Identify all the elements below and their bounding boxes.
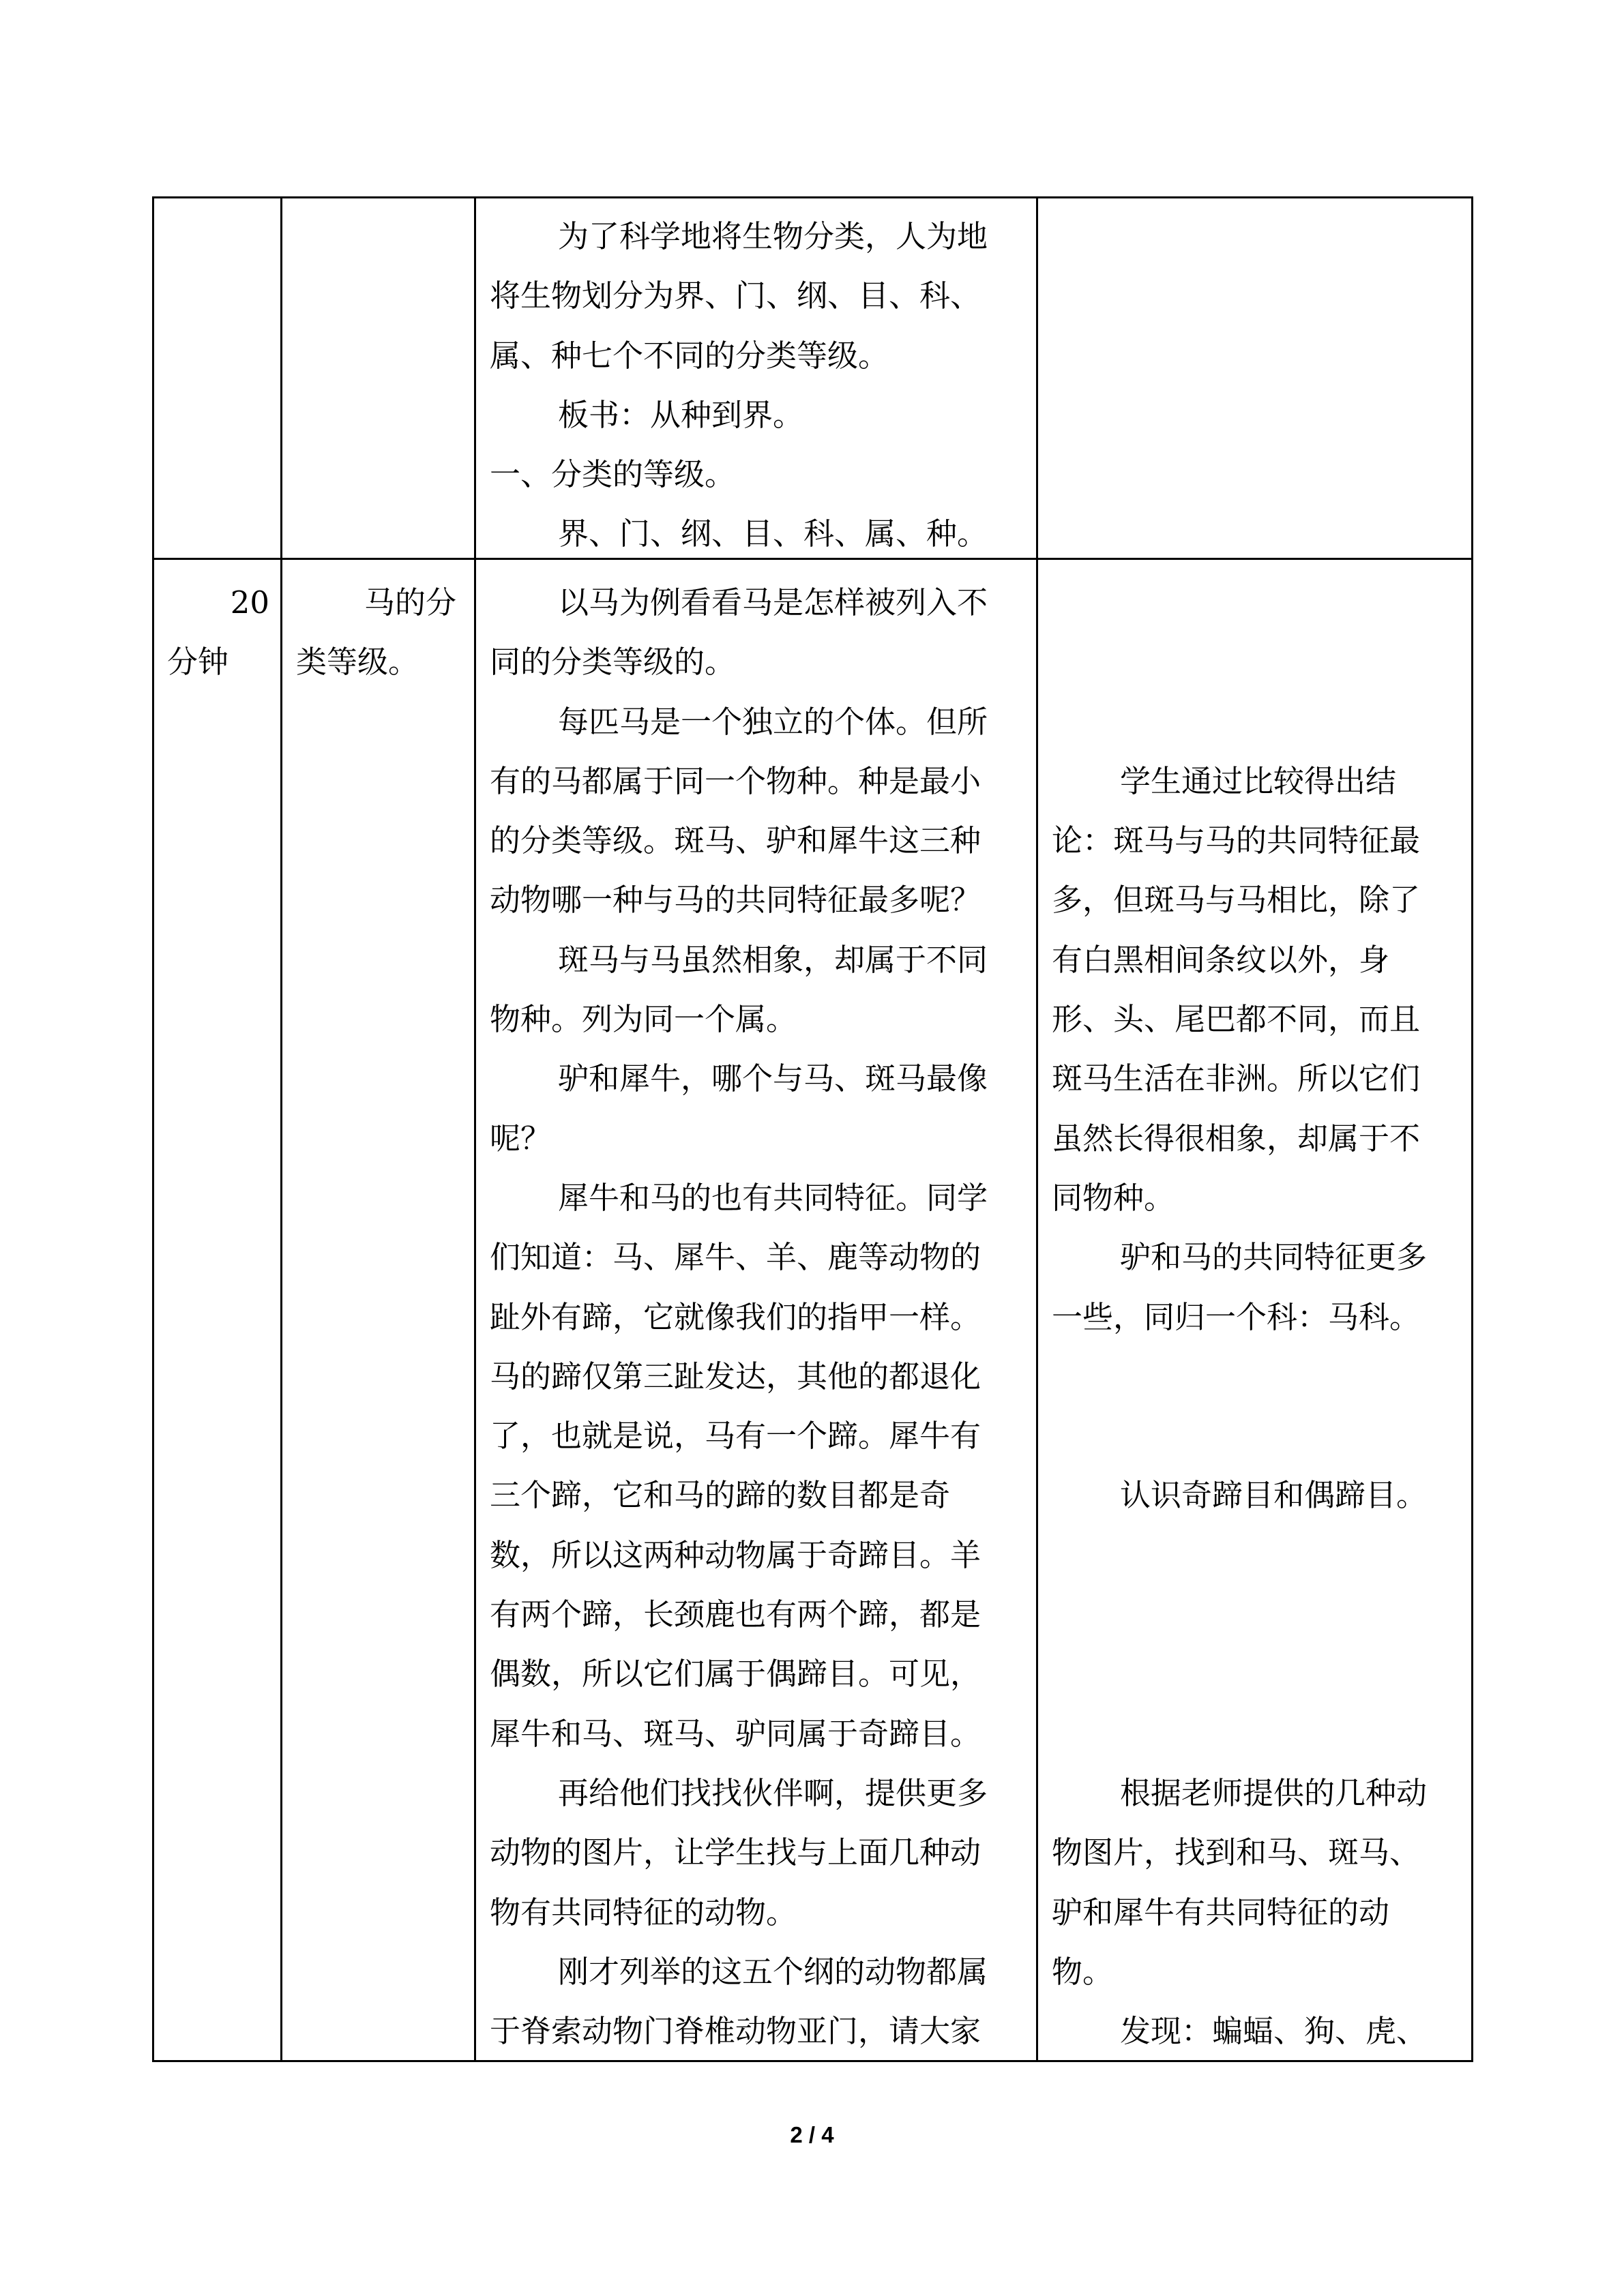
text-line: 虽然长得很相象，却属于不 <box>1052 1120 1421 1157</box>
text-line: 于脊索动物门脊椎动物亚门，请大家 <box>490 2013 981 2050</box>
text-line: 有的马都属于同一个物种。种是最小 <box>490 762 981 799</box>
column-divider-2 <box>474 196 476 2062</box>
page-number: 2 / 4 <box>790 2122 834 2147</box>
text-line: 界、门、纲、目、科、属、种。 <box>558 516 988 552</box>
text-line: 驴和犀牛，哪个与马、斑马最像 <box>558 1060 988 1097</box>
row2-time-cell <box>167 573 269 692</box>
text-line: 斑马与马虽然相象，却属于不同 <box>558 941 988 978</box>
text-line: 根据老师提供的几种动 <box>1120 1774 1428 1811</box>
text-line: 斑马生活在非洲。所以它们 <box>1052 1060 1421 1097</box>
text-line: 属、种七个不同的分类等级。 <box>490 337 889 374</box>
row2-teacher-activity-cell <box>490 573 1029 2061</box>
text-line: 马的分 <box>364 584 457 621</box>
column-divider-3 <box>1036 196 1038 2062</box>
text-line: 以马为例看看马是怎样被列入不 <box>558 584 988 621</box>
text-line <box>1052 573 1464 632</box>
text-line: 物。 <box>1052 1953 1114 1990</box>
text-line: 20 <box>230 584 269 621</box>
text-line: 们知道：马、犀牛、羊、鹿等动物的 <box>490 1239 981 1276</box>
text-line <box>1052 1644 1464 1703</box>
text-line: 物图片，找到和马、斑马、 <box>1052 1834 1421 1871</box>
text-line: 偶数，所以它们属于偶蹄目。可见， <box>490 1656 981 1693</box>
text-line <box>1052 1347 1464 1406</box>
text-line: 同物种。 <box>1052 1179 1175 1216</box>
table-left-border <box>152 196 154 2062</box>
text-line: 动物的图片，让学生找与上面几种动 <box>490 1834 981 1871</box>
text-line: 多，但斑马与马相比，除了 <box>1052 882 1421 919</box>
text-line: 马的蹄仅第三趾发达，其他的都退化 <box>490 1358 981 1395</box>
row2-topic-cell <box>296 573 470 692</box>
text-line: 驴和犀牛有共同特征的动 <box>1052 1894 1390 1930</box>
text-line: 发现：蝙蝠、狗、虎、 <box>1120 2013 1428 2050</box>
text-line: 三个蹄，它和马的蹄的数目都是奇 <box>490 1477 951 1514</box>
text-line <box>1052 1585 1464 1644</box>
text-line: 将生物划分为界、门、纲、目、科、 <box>490 278 981 314</box>
table-right-border <box>1471 196 1473 2062</box>
text-line: 了，也就是说，马有一个蹄。犀牛有 <box>490 1418 981 1455</box>
text-line <box>1052 1704 1464 1763</box>
row1-teacher-activity-cell <box>490 207 1029 564</box>
text-line: 有白黑相间条纹以外，身 <box>1052 941 1390 978</box>
text-line <box>1052 1406 1464 1465</box>
text-line: 认识奇蹄目和偶蹄目。 <box>1120 1477 1428 1514</box>
text-line: 数，所以这两种动物属于奇蹄目。羊 <box>490 1536 981 1573</box>
text-line: 有两个蹄，长颈鹿也有两个蹄，都是 <box>490 1596 981 1633</box>
text-line: 犀牛和马、斑马、驴同属于奇蹄目。 <box>490 1715 981 1752</box>
text-line: 物种。列为同一个属。 <box>490 1001 797 1038</box>
text-line <box>1052 692 1464 751</box>
text-line: 刚才列举的这五个纲的动物都属 <box>558 1953 988 1990</box>
text-line <box>1052 1525 1464 1585</box>
text-line: 分钟 <box>167 644 229 681</box>
text-line: 一、分类的等级。 <box>490 456 736 493</box>
text-line: 再给他们找找伙伴啊，提供更多 <box>558 1774 988 1811</box>
text-line: 呢？ <box>490 1120 552 1157</box>
text-line: 的分类等级。斑马、驴和犀牛这三种 <box>490 822 981 859</box>
table-top-border <box>152 196 1473 198</box>
text-line: 同的分类等级的。 <box>490 644 736 681</box>
text-line: 物有共同特征的动物。 <box>490 1894 797 1930</box>
text-line: 板书：从种到界。 <box>558 396 804 433</box>
text-line: 形、头、尾巴都不同，而且 <box>1052 1001 1421 1038</box>
column-divider-1 <box>280 196 282 2062</box>
text-line: 犀牛和马的也有共同特征。同学 <box>558 1179 988 1216</box>
text-line: 为了科学地将生物分类，人为地 <box>558 218 988 254</box>
text-line: 学生通过比较得出结 <box>1120 762 1397 799</box>
row2-student-activity-cell <box>1052 573 1464 2061</box>
text-line <box>1052 632 1464 691</box>
text-line: 动物哪一种与马的共同特征最多呢？ <box>490 882 981 919</box>
text-line: 驴和马的共同特征更多 <box>1120 1239 1428 1276</box>
text-line: 趾外有蹄，它就像我们的指甲一样。 <box>490 1298 981 1335</box>
text-line: 一些，同归一个科：马科。 <box>1052 1298 1421 1335</box>
text-line: 每匹马是一个独立的个体。但所 <box>558 703 988 740</box>
text-line: 类等级。 <box>296 644 419 681</box>
text-line: 论：斑马与马的共同特征最 <box>1052 822 1421 859</box>
